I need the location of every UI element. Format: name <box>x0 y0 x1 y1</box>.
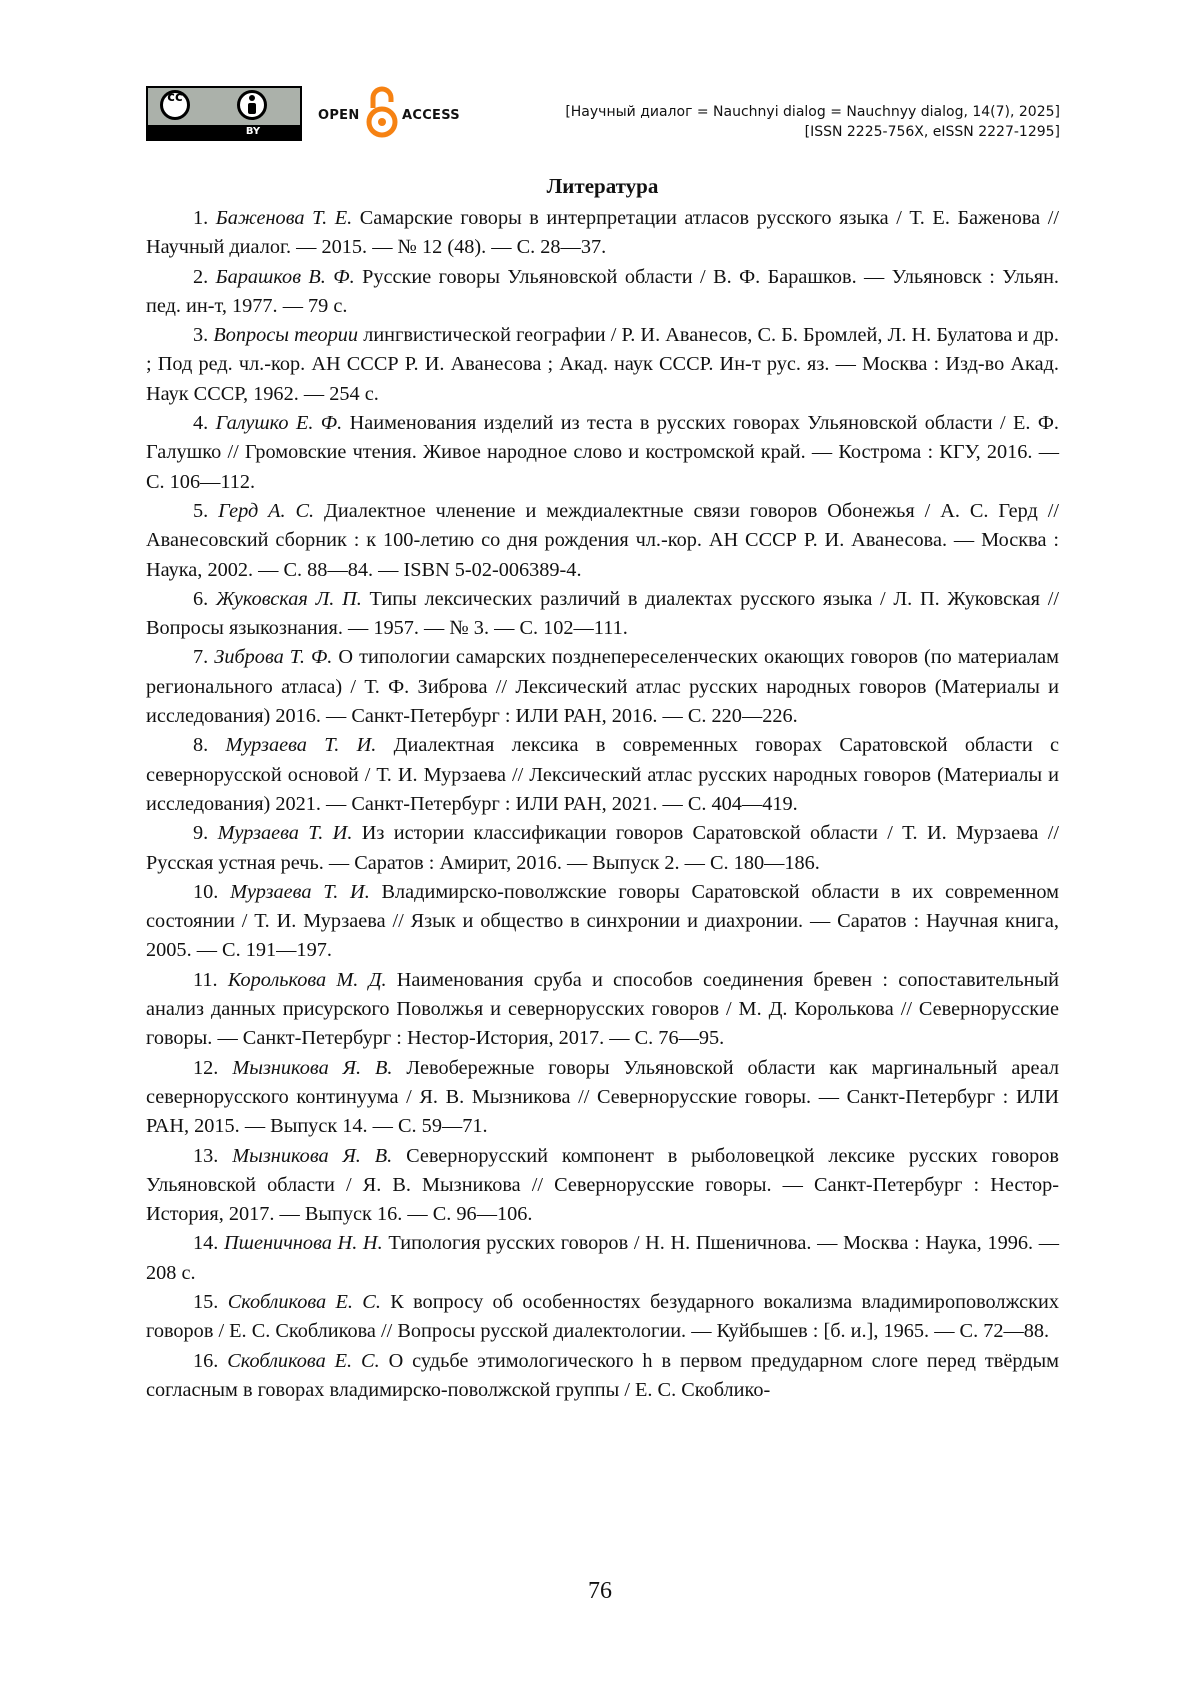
reference-item <box>146 731 1059 819</box>
reference-number: 13. <box>193 1144 233 1167</box>
by-label: BY <box>245 126 261 137</box>
reference-author: Мурзаева Т. И. <box>230 880 370 903</box>
reference-number: 7. <box>193 646 215 669</box>
reference-item <box>146 263 1059 322</box>
reference-item <box>146 878 1059 966</box>
reference-author: Жуковская Л. П. <box>215 587 362 610</box>
reference-item <box>146 321 1059 409</box>
reference-author: Вопросы теории <box>213 324 359 347</box>
reference-item <box>146 409 1059 497</box>
reference-text: Наименования изделий из теста в русских говорах Ульяновской области / Е. Ф. Галушко // Громовские чтения. Живое народное слово и костромской край. — Кострома : КГУ, 2016. — С. 106—112. <box>146 412 1059 493</box>
reference-number: 6. <box>193 587 216 610</box>
reference-text: Владимирско-поволжские говоры Саратовской области в их современном состоянии / Т. И. Мурзаева // Язык и общество в синхронии и диахронии. — Саратов : Научная книга, 2005. — С. 191—197. <box>146 880 1059 962</box>
reference-author: Мызникова Я. В. <box>232 1144 393 1167</box>
reference-author: Зиброва Т. Ф. <box>214 646 333 669</box>
reference-item <box>146 966 1059 1054</box>
reference-item <box>146 643 1059 731</box>
reference-number: 8. <box>193 734 226 757</box>
reference-number: 14. <box>193 1232 225 1255</box>
reference-item <box>146 1288 1059 1347</box>
open-access-lock-icon <box>365 84 399 140</box>
reference-text: Диалектное членение и междиалектные связи говоров Обонежья / А. С. Герд // Аванесовский сборник : к 100-летию со дня рождения чл.-кор. АН СССР Р. И. Аванесова. — Москва : Наука, 2002. — С. 88—84. — ISBN 5-02-006389-4. <box>146 499 1059 581</box>
journal-issn: [ISSN 2225-756X, eISSN 2227-1295] <box>804 124 1060 140</box>
open-label: OPEN <box>318 108 360 123</box>
reference-number: 15. <box>193 1290 228 1313</box>
section-heading: Литература <box>546 174 659 198</box>
reference-text: Самарские говоры в интерпретации атласов русского языка / Т. Е. Баженова // Научный диалог. — 2015. — № 12 (48). — С. 28—37. <box>146 207 1060 259</box>
reference-number: 10. <box>193 880 231 903</box>
page-number: 76 <box>588 1578 612 1604</box>
reference-author: Баженова Т. Е. <box>215 207 353 229</box>
reference-text: Типы лексических различий в диалектах русского языка / Л. П. Жуковская // Вопросы языкознания. — 1957. — № 3. — С. 102—111. <box>146 587 1060 640</box>
reference-item <box>146 497 1059 585</box>
reference-item <box>146 819 1059 878</box>
reference-item <box>146 1054 1059 1142</box>
reference-number: 4. <box>193 412 216 435</box>
access-label: ACCESS <box>402 108 460 123</box>
reference-number: 3. <box>193 324 214 347</box>
reference-number: 12. <box>193 1056 233 1079</box>
reference-text: К вопросу об особенностях безударного вокализма владимироповолжских говоров / Е. С. Скобликова // Вопросы русской диалектологии. — Куйбышев : [б. и.], 1965. — С. 72—88. <box>146 1290 1060 1343</box>
reference-number: 5. <box>193 499 219 522</box>
reference-text: Русские говоры Ульяновской области / В. Ф. Барашков. — Ульяновск : Ульян. пед. ин-т, 1977. — 79 с. <box>146 265 1059 317</box>
reference-text: Из истории классификации говоров Саратовской области / Т. И. Мурзаева // Русская устная речь. — Саратов : Амирит, 2016. — Выпуск 2. — С. 180—186. <box>146 822 1059 874</box>
reference-text: лингвистической географии / Р. И. Аванесов, С. Б. Бромлей, Л. Н. Булатова и др. ; Под ред. чл.-кор. АН СССР Р. И. Аванесова ; Акад. наук СССР. Ин-т рус. яз. — Москва : Изд-во Акад. Наук СССР, 1962. — 254 с. <box>146 324 1059 405</box>
cc-by-license-badge[interactable] <box>146 86 302 141</box>
reference-item <box>146 1229 1059 1288</box>
reference-text: Севернорусский компонент в рыболовецкой лексике русских говоров Ульяновской области / Я. В. Мызникова // Севернорусские говоры. — Санкт-Петербург : Нестор-История, 2017. — Выпуск 16. — С. 96—106. <box>146 1144 1060 1226</box>
reference-text: Типология русских говоров / Н. Н. Пшеничнова. — Москва : Наука, 1996. — 208 с. <box>146 1232 1060 1284</box>
reference-text: Диалектная лексика в современных говорах Саратовской области с севернорусской основой / Т. И. Мурзаева // Лексический атлас русских народных говоров (Материалы и исследования) 2021. — Санкт-Петербург : ИЛИ РАН, 2021. — С. 404—419. <box>146 734 1059 815</box>
reference-author: Барашков В. Ф. <box>215 265 355 288</box>
reference-number: 1. <box>193 207 216 229</box>
reference-text: О судьбе этимологического h в первом предударном слоге перед твёрдым согласным в говорах владимирско-поволжской группы / Е. С. Скоблико- <box>146 1349 1059 1401</box>
cc-label: cc <box>167 90 183 105</box>
open-access-logo <box>318 84 478 140</box>
journal-citation: [Научный диалог = Nauchnyi dialog = Nauchnyy dialog, 14(7), 2025] <box>565 104 1060 120</box>
reference-item <box>146 204 1059 263</box>
reference-text: Наименования сруба и способов соединения бревен : сопоставительный анализ данных присурского Поволжья и севернорусских говоров / М. Д. Королькова // Севернорусские говоры. — Санкт-Петербург : Нестор-История, 2017. — С. 76—95. <box>146 968 1059 1050</box>
reference-author: Мызникова Я. В. <box>232 1056 393 1079</box>
reference-author: Пшеничнова Н. Н. <box>224 1232 383 1255</box>
reference-item <box>146 1142 1059 1230</box>
reference-author: Королькова М. Д. <box>227 968 387 991</box>
reference-author: Мурзаева Т. И. <box>217 822 353 845</box>
reference-text: О типологии самарских позднепереселенческих окающих говоров (по материалам регионального атласа) / Т. Ф. Зиброва // Лексический атлас русских народных говоров (Материалы и исследования) 2016. — Санкт-Петербург : ИЛИ РАН, 2016. — С. 220—226. <box>146 646 1059 728</box>
reference-author: Герд А. С. <box>218 499 315 522</box>
reference-item <box>146 1347 1059 1406</box>
reference-number: 2. <box>193 265 216 288</box>
reference-author: Галушко Е. Ф. <box>215 412 343 435</box>
reference-text: Левобережные говоры Ульяновской области как маргинальный ареал севернорусского континуума / Я. В. Мызникова // Севернорусские говоры. — Санкт-Петербург : ИЛИ РАН, 2015. — Выпуск 14. — С. 59—71. <box>146 1056 1060 1138</box>
reference-number: 16. <box>193 1349 228 1372</box>
reference-author: Мурзаева Т. И. <box>225 734 377 757</box>
reference-item <box>146 585 1059 644</box>
reference-number: 11. <box>193 968 228 991</box>
reference-list <box>146 204 1059 1405</box>
reference-author: Скобликова Е. С. <box>227 1290 381 1313</box>
reference-number: 9. <box>193 822 218 845</box>
reference-author: Скобликова Е. С. <box>227 1349 380 1372</box>
